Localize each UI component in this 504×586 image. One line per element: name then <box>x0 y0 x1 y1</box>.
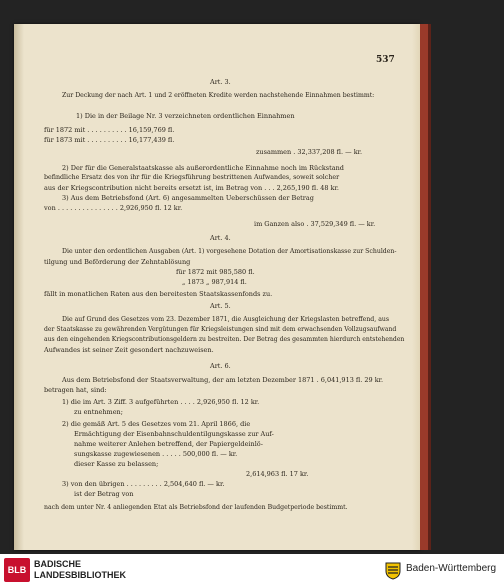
blb-logo: BLB <box>4 558 30 582</box>
text-line: Die unter den ordentlichen Ausgaben (Art. 1) vorgesehene Dotation der Amortisationskasse zur Schulden- <box>62 248 397 255</box>
text-line: 1) die im Art. 3 Ziff. 3 aufgeführten . . . . 2,926,950 fl. 12 kr. <box>62 398 260 406</box>
page-edge <box>412 24 420 550</box>
page-number: 537 <box>376 55 395 65</box>
text-line: im Ganzen also . 37,529,349 fl. — kr. <box>254 220 376 228</box>
book-cover-edge <box>420 24 428 550</box>
text-line: für 1873 mit . . . . . . . . . . 16,177,439 fl. <box>44 136 175 144</box>
text-line: 3) von den übrigen . . . . . . . . . 2,504,640 fl. — kr. <box>62 480 225 488</box>
text-line: aus der Kriegscontribution nicht bereits ersetzt ist, im Betrag von . . . 2,265,190 fl. 48 kr. <box>44 184 339 192</box>
text-line: tilgung und Beförderung der Zehntablösung <box>44 258 191 266</box>
text-line: 3) Aus dem Betriebsfond (Art. 6) angesammelten Ueberschüssen der Betrag <box>62 194 314 202</box>
text-line: für 1872 mit 985,580 fl. <box>176 268 255 276</box>
text-line: „ 1873 „ 987,914 fl. <box>182 278 247 286</box>
text-line: ist der Betrag von <box>74 490 134 498</box>
text-line: von . . . . . . . . . . . . . . . 2,926,950 fl. 12 kr. <box>44 204 183 212</box>
text-line: Ermächtigung der Eisenbahnschuldentilgungskasse zur Auf- <box>74 430 274 438</box>
coat-of-arms-icon <box>383 560 403 580</box>
text-line: zu entnehmen; <box>74 408 123 416</box>
text-line: Die auf Grund des Gesetzes vom 23. Dezember 1871, die Ausgleichung der Kriegslasten betreffend, aus <box>62 316 390 323</box>
text-line: 1) Die in der Beilage Nr. 3 verzeichneten ordentlichen Einnahmen <box>76 112 295 120</box>
text-line: nahme weiterer Anlehen betreffend, der Papiergeldeinlö- <box>74 440 263 448</box>
text-line: sungskasse zugewiesenen . . . . . 500,000 fl. — kr. <box>74 450 238 458</box>
text-line: der Staatskasse zu gewährenden Vergütungen für Kriegsleistungen sind mit dem erwachsenden Vollzugsaufwand <box>44 326 397 333</box>
text-line: betragen hat, sind: <box>44 386 107 394</box>
text-line: aus den eingehenden Kriegscontributionsgeldern zu bestreiten. Der Betrag des gesammten hierdurch entstehenden <box>44 336 405 343</box>
text-line: dieser Kasse zu belassen; <box>74 460 159 468</box>
section-heading-art-6: Art. 6. <box>210 362 231 370</box>
text-line: Aufwandes ist seiner Zeit gesondert nachzuweisen. <box>44 346 214 354</box>
text-line: nach dem unter Nr. 4 anliegenden Etat als Betriebsfond der laufenden Budgetperiode bestimmt. <box>44 504 348 511</box>
text-line: Aus dem Betriebsfond der Staatsverwaltung, der am letzten Dezember 1871 . 6,041,913 fl. 29 kr. <box>62 376 384 384</box>
library-name-line1: BADISCHE <box>34 559 82 569</box>
section-heading-art-4: Art. 4. <box>210 234 231 242</box>
text-line: 2,614,963 fl. 17 kr. <box>246 470 309 478</box>
footer-bar <box>0 554 504 586</box>
scanned-page <box>14 24 420 550</box>
text-line: für 1872 mit . . . . . . . . . . 16,159,769 fl. <box>44 126 175 134</box>
text-line: 2) Der für die Generalstaatskasse als außerordentliche Einnahme noch im Rückstand <box>62 164 344 172</box>
text-line: zusammen . 32,337,208 fl. — kr. <box>256 148 363 156</box>
library-name-line2: LANDESBIBLIOTHEK <box>34 570 126 580</box>
library-name <box>34 559 126 581</box>
text-line: Zur Deckung der nach Art. 1 und 2 eröffneten Kredite werden nachstehende Einnahmen bestimmt: <box>62 92 375 99</box>
state-name: Baden-Württemberg <box>406 563 497 574</box>
book-cover-shadow <box>428 24 431 550</box>
text-line: 2) die gemäß Art. 5 des Gesetzes vom 21. April 1866, die <box>62 420 251 428</box>
section-heading-art-5: Art. 5. <box>210 302 231 310</box>
section-heading-art-3: Art. 3. <box>210 78 231 86</box>
text-line: fällt in monatlichen Raten aus den bereitesten Staatskassenfonds zu. <box>44 290 273 298</box>
text-line: befindliche Ersatz des von ihr für die Kriegsführung bestrittenen Aufwandes, soweit solcher <box>44 174 340 181</box>
page-binding-shadow <box>14 24 24 550</box>
